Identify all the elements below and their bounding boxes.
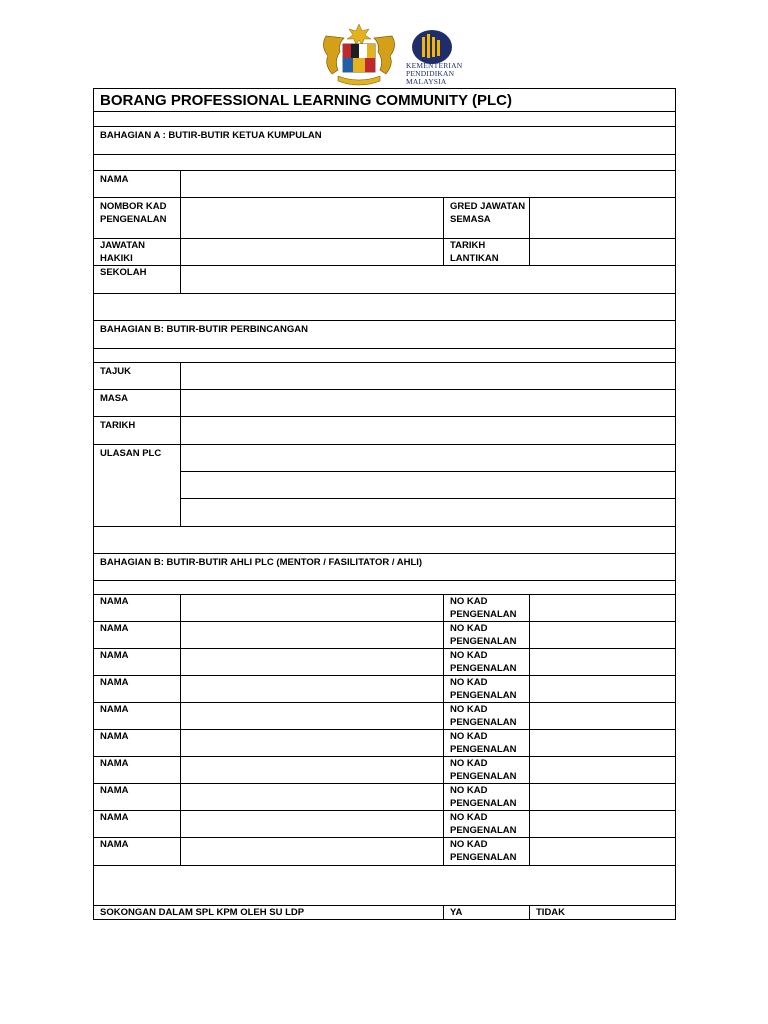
- field-masa[interactable]: [181, 390, 676, 417]
- plc-form-table: [93, 88, 676, 920]
- spacer-row: [94, 294, 676, 321]
- field-tajuk[interactable]: [181, 363, 676, 390]
- field-member-ic[interactable]: [530, 622, 676, 649]
- label-member-ic: NO KAD PENGENALAN: [444, 784, 530, 811]
- ministry-line-2: PENDIDIKAN: [406, 69, 455, 78]
- malaysia-coat-of-arms-icon: [316, 22, 402, 86]
- label-tarikh: TARIKH: [94, 417, 181, 445]
- field-tarikh[interactable]: [181, 417, 676, 445]
- field-member-ic[interactable]: [530, 703, 676, 730]
- field-jawatan-hakiki[interactable]: [181, 239, 444, 266]
- label-member-nama: NAMA: [94, 838, 181, 866]
- label-member-ic: NO KAD PENGENALAN: [444, 649, 530, 676]
- label-sokongan: SOKONGAN DALAM SPL KPM OLEH SU LDP: [94, 906, 444, 920]
- label-masa: MASA: [94, 390, 181, 417]
- field-member-ic[interactable]: [530, 730, 676, 757]
- label-member-nama: NAMA: [94, 595, 181, 622]
- spacer-row: [94, 349, 676, 363]
- field-member-nama[interactable]: [181, 838, 444, 866]
- ministry-line-1: KEMENTERIAN: [406, 61, 463, 70]
- label-member-nama: NAMA: [94, 811, 181, 838]
- field-member-nama[interactable]: [181, 622, 444, 649]
- field-sekolah[interactable]: [181, 266, 676, 294]
- label-member-ic: NO KAD PENGENALAN: [444, 703, 530, 730]
- label-sekolah: SEKOLAH: [94, 266, 181, 294]
- field-member-nama[interactable]: [181, 784, 444, 811]
- ministry-line-3: MALAYSIA: [406, 77, 447, 86]
- label-tarikh-lantikan: TARIKH LANTIKAN: [444, 239, 530, 266]
- header-logos: [0, 22, 768, 86]
- spacer-row: [94, 866, 676, 906]
- field-ulasan-line[interactable]: [181, 499, 676, 527]
- field-ulasan-line[interactable]: [181, 472, 676, 499]
- section-a-heading: BAHAGIAN A : BUTIR-BUTIR KETUA KUMPULAN: [94, 127, 676, 155]
- label-member-nama: NAMA: [94, 622, 181, 649]
- label-member-ic: NO KAD PENGENALAN: [444, 676, 530, 703]
- field-member-nama[interactable]: [181, 811, 444, 838]
- label-ulasan: ULASAN PLC: [94, 445, 181, 527]
- spacer-row: [94, 155, 676, 171]
- field-member-ic[interactable]: [530, 838, 676, 866]
- field-nombor-kad[interactable]: [181, 198, 444, 239]
- field-member-ic[interactable]: [530, 595, 676, 622]
- field-member-nama[interactable]: [181, 730, 444, 757]
- label-gred: GRED JAWATAN SEMASA: [444, 198, 530, 239]
- label-member-nama: NAMA: [94, 703, 181, 730]
- label-member-nama: NAMA: [94, 730, 181, 757]
- label-tajuk: TAJUK: [94, 363, 181, 390]
- option-tidak[interactable]: TIDAK: [530, 906, 676, 920]
- spacer-row: [94, 581, 676, 595]
- label-member-nama: NAMA: [94, 676, 181, 703]
- label-nama: NAMA: [94, 171, 181, 198]
- spacer-row: [94, 527, 676, 554]
- section-c-heading: BAHAGIAN B: BUTIR-BUTIR AHLI PLC (MENTOR / FASILITATOR / AHLI): [94, 554, 676, 581]
- form-title: BORANG PROFESSIONAL LEARNING COMMUNITY (PLC): [94, 89, 676, 112]
- spacer-row: [94, 112, 676, 127]
- field-member-nama[interactable]: [181, 595, 444, 622]
- label-member-nama: NAMA: [94, 757, 181, 784]
- label-member-ic: NO KAD PENGENALAN: [444, 811, 530, 838]
- field-member-nama[interactable]: [181, 649, 444, 676]
- field-member-ic[interactable]: [530, 649, 676, 676]
- label-member-nama: NAMA: [94, 649, 181, 676]
- field-nama[interactable]: [181, 171, 676, 198]
- field-member-nama[interactable]: [181, 703, 444, 730]
- field-member-nama[interactable]: [181, 757, 444, 784]
- section-b-heading: BAHAGIAN B: BUTIR-BUTIR PERBINCANGAN: [94, 321, 676, 349]
- field-member-ic[interactable]: [530, 784, 676, 811]
- field-gred[interactable]: [530, 198, 676, 239]
- ministry-name: [406, 62, 462, 86]
- label-member-nama: NAMA: [94, 784, 181, 811]
- field-member-nama[interactable]: [181, 676, 444, 703]
- field-member-ic[interactable]: [530, 757, 676, 784]
- option-ya[interactable]: YA: [444, 906, 530, 920]
- field-member-ic[interactable]: [530, 676, 676, 703]
- label-member-ic: NO KAD PENGENALAN: [444, 622, 530, 649]
- label-member-ic: NO KAD PENGENALAN: [444, 595, 530, 622]
- field-ulasan-line[interactable]: [181, 445, 676, 472]
- field-tarikh-lantikan[interactable]: [530, 239, 676, 266]
- field-member-ic[interactable]: [530, 811, 676, 838]
- label-jawatan-hakiki: JAWATAN HAKIKI: [94, 239, 181, 266]
- label-member-ic: NO KAD PENGENALAN: [444, 757, 530, 784]
- label-member-ic: NO KAD PENGENALAN: [444, 838, 530, 866]
- label-member-ic: NO KAD PENGENALAN: [444, 730, 530, 757]
- label-nombor-kad: NOMBOR KAD PENGENALAN: [94, 198, 181, 239]
